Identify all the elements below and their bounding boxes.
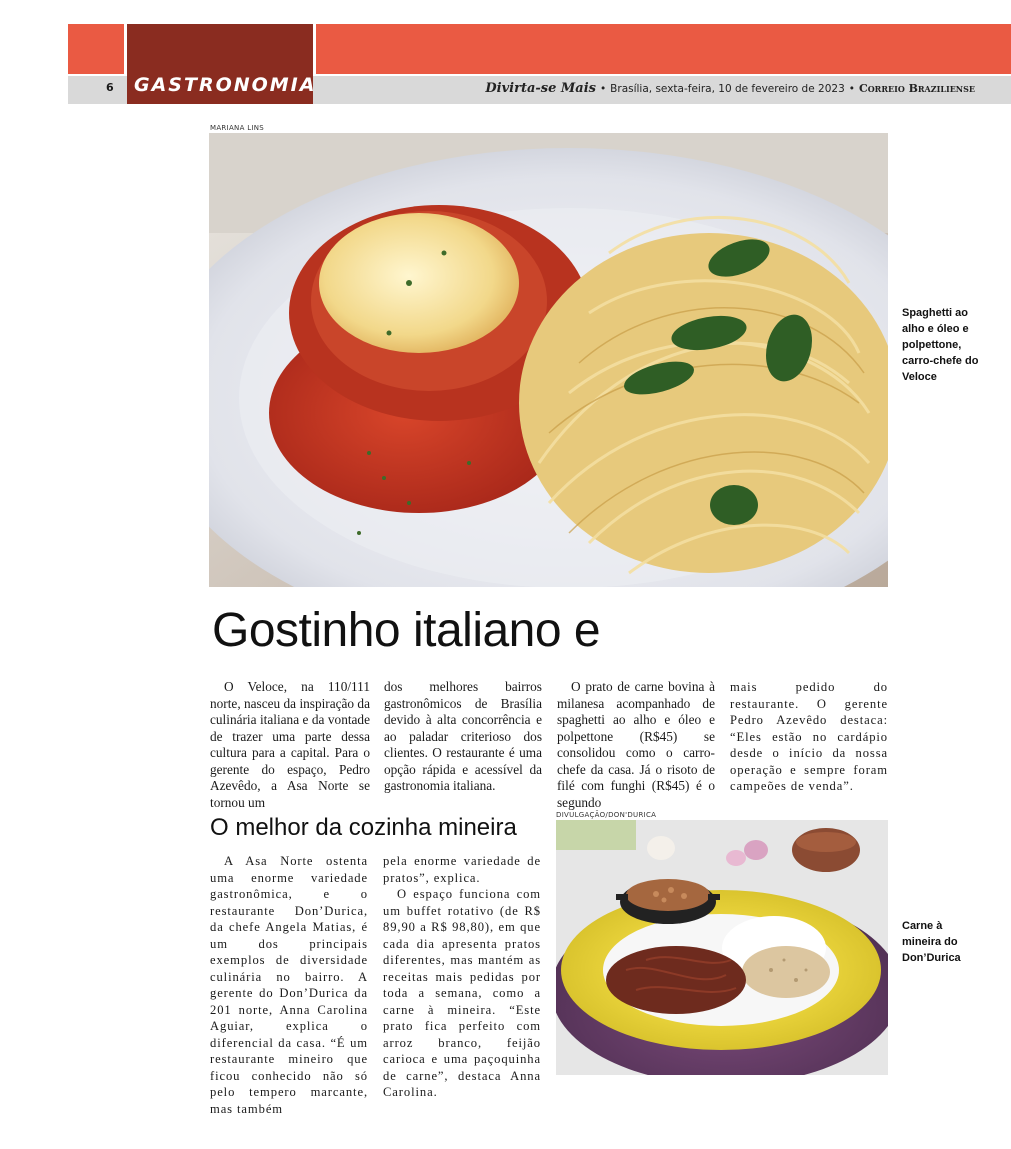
article2-column-2 bbox=[383, 853, 541, 1101]
dateline: Divirta-se Mais • Brasília, sexta-feira, 10 de fevereiro de 2023 • Correio Braziliense bbox=[485, 81, 975, 96]
photo-credit-top: MARIANA LINS bbox=[210, 124, 265, 132]
article1-col2-text: dos melhores bairros gastronômicos de Brasília devido à alta concorrência e ao paladar criterioso dos clientes. O restaurante é uma opção rápida e acessível da gastronomia italiana. bbox=[384, 679, 542, 793]
article2-column-1 bbox=[210, 853, 368, 1117]
mineira-dish-photo bbox=[556, 820, 888, 1075]
article2-col2-text-b: O espaço funciona com um buffet rotativo (de R$ 89,90 a R$ 98,80), em que cada dia apresenta pratos diferentes, mas mantém as receitas mais pedidas por toda a semana, como a carne à mineira. “Este prato fica perfeito com arroz branco, feijão carioca e uma paçoquinha de carne”, destaca Anna Carolina. bbox=[383, 887, 541, 1099]
pasta-dish-photo bbox=[209, 133, 888, 587]
header-accent-band-left bbox=[68, 24, 124, 74]
article2-col1-text: A Asa Norte ostenta uma enorme variedade gastronômica, e o restaurante Don’Durica, da chefe Angela Matias, é um dos principais exemplos de diversidade culinária no bairro. A gerente do Don’Durica da 201 norte, Anna Carolina Aguiar, explica o diferencial da casa. “É um restaurante mineiro que ficou conhecido não só pelo tempero marcante, mas também bbox=[210, 854, 368, 1116]
article1-column-4 bbox=[730, 679, 888, 795]
headline: Gostinho italiano e bbox=[212, 604, 601, 657]
newspaper-brand: Correio Braziliense bbox=[858, 82, 975, 95]
article1-column-1 bbox=[210, 679, 370, 811]
article1-column-3 bbox=[557, 679, 715, 811]
section-label-box bbox=[127, 24, 317, 104]
article1-column-2 bbox=[384, 679, 542, 795]
supplement-name: Divirta-se Mais bbox=[485, 81, 596, 96]
article2-col2-text-a: pela enorme variedade de pratos”, explica. bbox=[383, 854, 541, 885]
subhead: O melhor da cozinha mineira bbox=[210, 814, 517, 841]
photo-credit-bottom: DIVULGAÇÃO/DON'DURICA bbox=[556, 811, 657, 819]
date-text: Brasília, sexta-feira, 10 de fevereiro de 2023 bbox=[610, 83, 845, 95]
article1-col3-text: O prato de carne bovina à milanesa acompanhado de spaghetti ao alho e óleo e polpettone (R$45) se consolidou como o carro-chefe da casa. Já o risoto de filé com funghi (R$45) é o segundo bbox=[557, 679, 715, 810]
article1-col1-text: O Veloce, na 110/111 norte, nasceu da inspiração da culinária italiana e da vontade de trazer uma parte dessa cultura para a capital. Para o gerente do espaço, Pedro Azevêdo, a Asa Norte se tornou um bbox=[210, 679, 370, 810]
section-title: GASTRONOMIA bbox=[134, 74, 317, 96]
photo-caption-top: Spaghetti ao alho e óleo e polpettone, carro-chefe do Veloce bbox=[902, 307, 979, 383]
header-accent-band-right bbox=[316, 24, 1011, 74]
article1-col4-text: mais pedido do restaurante. O gerente Pedro Azevêdo destaca: “Eles estão no cardápio desde o início da nossa operação e sempre foram campeões de venda”. bbox=[730, 680, 888, 793]
photo-caption-bottom: Carne à mineira do Don’Durica bbox=[902, 920, 961, 964]
page-number: 6 bbox=[106, 81, 114, 94]
